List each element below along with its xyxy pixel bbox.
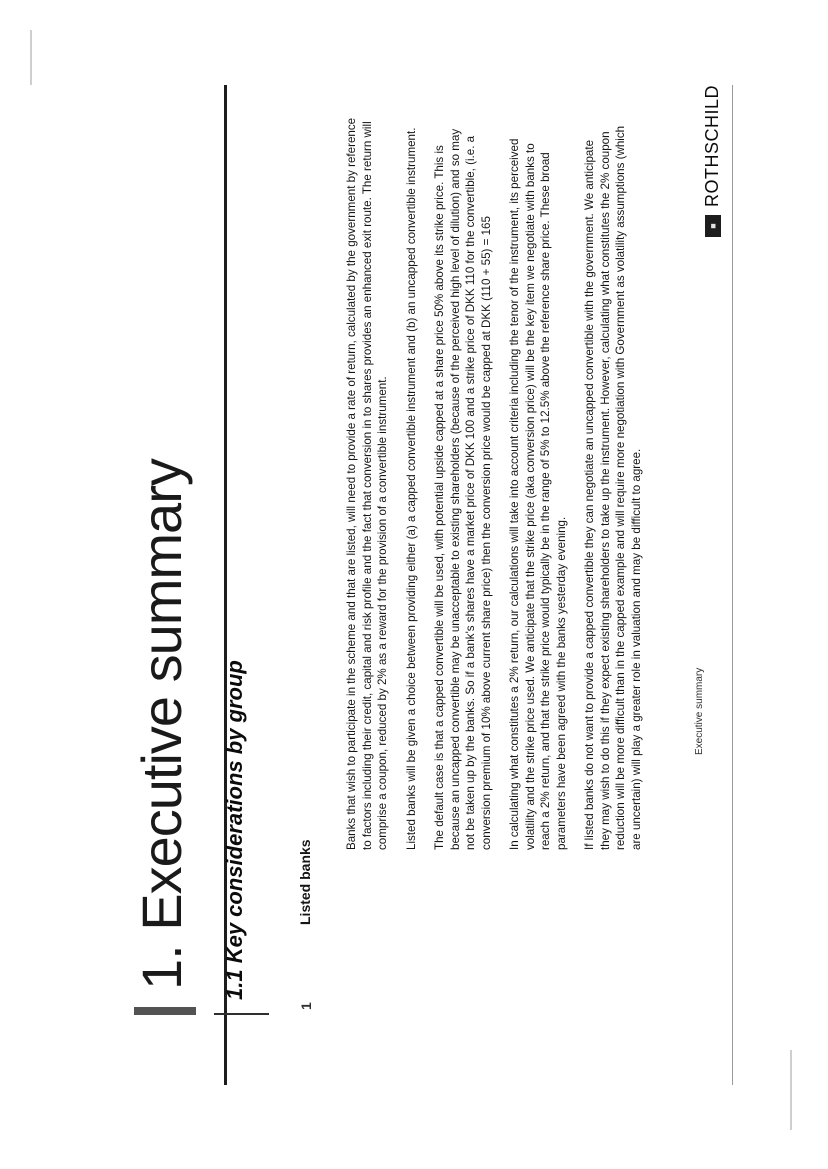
chapter-title: 1. Executive summary bbox=[130, 458, 193, 990]
chapter-accent-bar bbox=[134, 1007, 196, 1015]
scan-edge-mark-top bbox=[30, 30, 32, 85]
paragraph: The default case is that a capped convertible will be used, with potential upside capped at a share price 50% above its strike price. This is because an uncapped convertible may be unacceptable to existing shareholders (because of the perceived high level of dilution) and so may not be taken up by the banks. So if a bank's shares have a market price of DKK 100 and a strike price of DKK 110 for the convertible, (i.e. a conversion premium of 10% above current share price) then the conversion price would be capped at DKK (110 + 55) = 165 bbox=[433, 128, 493, 850]
group-heading: Listed banks bbox=[297, 838, 313, 925]
paragraph: Banks that wish to participate in the scheme and that are listed, will need to provide a rate of return, calculated by the government by reference to factors including their credit, capital and risk profile and the fact that conversion in to shares provides an enhanced exit route. The return will comprise a coupon, reduced by 2% as a reward for the provision of a convertible instrument. bbox=[345, 117, 389, 850]
section-tick bbox=[214, 1013, 269, 1015]
footer-rule bbox=[732, 85, 733, 1085]
scan-edge-mark-bottom bbox=[790, 1050, 792, 1130]
logo-mark-icon: ■ bbox=[705, 215, 721, 237]
section-header bbox=[214, 115, 274, 1015]
paragraph: In calculating what constitutes a 2% return, our calculations will take into account criteria including the tenor of the instrument, its perceived volatility and the strike price used. We anticipate that the strike price (aka conversion price) will be the key item we negotiate with banks to reach a 2% return, and that the strike price would typically be in the range of 5% to 12.5% above the reference share price. These broad parameters have been agreed with the banks yesterday evening. bbox=[508, 138, 568, 850]
bullet-number: 1 bbox=[298, 1001, 314, 1010]
paragraph: Listed banks will be given a choice between providing either (a) a capped convertible instrument and (b) an uncapped convertible instrument. bbox=[404, 127, 418, 850]
paragraph: If listed banks do not want to provide a capped convertible they can negotiate an uncapped convertible with the government. We anticipate they may wish to do this if they expect existing shareholders to take up the instrument. However, calculating what constitutes the 2% coupon reduction will be more difficult than in the capped example and will require more negotiation with Government as volatility assumptions (which are uncertain) will play a greater role in valuation and may be difficult to agree. bbox=[583, 125, 643, 850]
footer-label: Executive summary bbox=[694, 667, 705, 755]
rothschild-logo bbox=[702, 85, 723, 237]
chapter-header bbox=[84, 85, 234, 1085]
document-page bbox=[64, 45, 764, 1125]
section-title: 1.1 Key considerations by group bbox=[222, 659, 247, 1000]
body-text bbox=[344, 115, 657, 850]
logo-text: ROTHSCHILD bbox=[702, 84, 722, 207]
